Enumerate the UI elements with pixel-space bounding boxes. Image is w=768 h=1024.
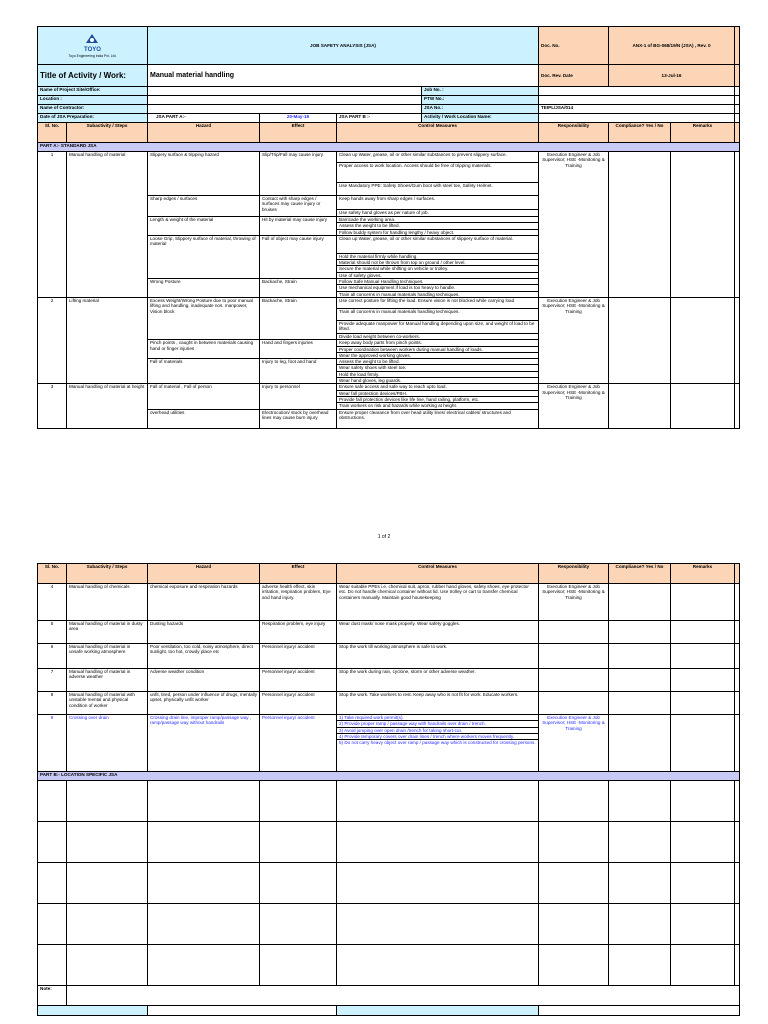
compliance[interactable]	[609, 669, 671, 692]
filler	[735, 644, 740, 669]
part-b-empty-row	[38, 863, 740, 904]
filler	[735, 904, 740, 945]
effect: Backache, Strain	[260, 297, 337, 339]
responsibility	[539, 669, 609, 692]
cell[interactable]	[539, 904, 609, 945]
company-logo	[69, 33, 117, 57]
control-measure: Use of safety gloves.	[337, 272, 539, 278]
project-site-value[interactable]	[148, 87, 422, 96]
effect: Fall of object may cause injury	[260, 235, 337, 278]
compliance[interactable]	[609, 384, 671, 428]
control-measure: Clean up Water, grease, oil or other similar substances to prevent slippery surface.	[337, 152, 539, 163]
responsibility: Execution Engineer & Job Supervisor; HSE -Monitoring & Training	[539, 384, 609, 428]
jsa-no-value: TEIPL/JSA/014	[539, 105, 735, 114]
control-measure: Stop the work during rain, cyclone, storm or other adverse weather.	[339, 669, 476, 674]
table-row	[38, 644, 740, 669]
responsibility	[539, 644, 609, 669]
cell[interactable]	[260, 904, 337, 945]
cell[interactable]	[671, 781, 735, 822]
hazard: Dusting hazards	[148, 621, 260, 644]
remarks[interactable]	[671, 715, 735, 772]
filler	[735, 621, 740, 644]
hazard: Crossing drain line, improper ramp/passage way , ramp/passage way without handrails	[148, 715, 260, 772]
cell[interactable]	[67, 781, 148, 822]
contractor-label: Name of Contractor:	[38, 105, 148, 114]
filler	[735, 692, 740, 715]
cell[interactable]	[260, 781, 337, 822]
control-measures	[337, 715, 539, 772]
control-measures	[337, 669, 539, 692]
control-measure: Use correct posture for lifting the load. Ensure vision is not blocked while carrying load	[337, 297, 539, 308]
location-value[interactable]	[148, 96, 422, 105]
table-row	[38, 621, 740, 644]
location-label: Location :	[38, 96, 148, 105]
remarks[interactable]	[671, 584, 735, 621]
control-measure: Train all concerns in manual materials handling techniques.	[337, 291, 539, 297]
filler	[735, 87, 740, 96]
cell[interactable]	[38, 945, 67, 986]
doc-rev-date-value: 13-Jul-16	[609, 65, 735, 87]
filler	[735, 96, 740, 105]
col-hazard: Hazard	[148, 564, 260, 584]
col-hazard: Hazard	[148, 123, 260, 143]
effect: Respiration problem, eye injury	[260, 621, 337, 644]
filler	[735, 114, 740, 123]
control-measure: Provide adequate manpower for Manual handling depending upon size, and weight of load to be lifted.	[337, 320, 539, 333]
remarks[interactable]	[671, 692, 735, 715]
subactivity: Manual handling of material in dusty area	[67, 621, 148, 644]
effect: Injury to personnel	[260, 384, 337, 409]
table-row	[38, 715, 740, 772]
hazard: Fall of materials	[148, 359, 260, 384]
col-effect: Effect	[260, 564, 337, 584]
hazard: Excess Weight/Wrong Posture due to poor manual lifting and handling, inadequate nos. manpower, Vision block	[148, 297, 260, 339]
sl-no: 8	[38, 692, 67, 715]
cell[interactable]	[67, 822, 148, 863]
col-step: Subactivity / Steps	[67, 564, 148, 584]
compliance[interactable]	[609, 297, 671, 383]
compliance[interactable]	[609, 644, 671, 669]
control-measure: Ensure safe access and safe way to reach upto load.	[337, 384, 539, 390]
col-compliance: Compliance? Yes / No	[609, 123, 671, 143]
hazard: Adverse weather condition	[148, 669, 260, 692]
control-measure: 4) Provide temporary covers over drain lines / trench where workers moves frequently.	[337, 733, 538, 739]
compliance[interactable]	[609, 715, 671, 772]
hazard: Fall of material , Fall of person	[148, 384, 260, 409]
control-measure: Follow buddy system for handling lengthy / heavy object.	[337, 229, 539, 235]
col-effect: Effect	[260, 123, 337, 143]
compliance[interactable]	[609, 692, 671, 715]
cell[interactable]	[38, 863, 67, 904]
control-measure: Follow Safe Manual Handling techniques.	[337, 279, 539, 285]
control-measure: Barricade the working area.	[337, 217, 539, 223]
effect: Hand and fingers injuries	[260, 340, 337, 359]
cell[interactable]	[609, 863, 671, 904]
control-measure: Clean up Water, grease, oil or other similar substances of slippery surface of material.	[337, 235, 539, 253]
cell[interactable]	[67, 945, 148, 986]
page-number: 1 of 2	[377, 534, 391, 540]
project-site-label: Name of Project Site/Office:	[38, 87, 148, 96]
filler	[735, 564, 740, 584]
col-step: Subactivity / Steps	[67, 123, 148, 143]
effect: Slip/Trip/Fall may cause injury	[260, 152, 337, 196]
control-measure: Keep hands away from sharp edges / surfaces.	[337, 196, 539, 210]
cell[interactable]	[67, 863, 148, 904]
doc-no-value: ANX-1 of BG-068/19/N (JSA) , Rev. 0	[609, 27, 735, 65]
remarks[interactable]	[671, 644, 735, 669]
part-b-empty-row	[38, 904, 740, 945]
control-measures	[337, 692, 539, 715]
sign-cell-2	[148, 1006, 337, 1016]
hazard: Poor ventilation, too cold, noisy atmosphere, direct sunlight, too hot, crowdy place etc	[148, 644, 260, 669]
control-measures	[337, 584, 539, 621]
subactivity: Manual handling of material	[67, 152, 148, 298]
cell[interactable]	[337, 863, 539, 904]
table-row	[38, 584, 740, 621]
ptw-no-label: PTW No.:	[422, 96, 539, 105]
sign-cell-4	[539, 1006, 740, 1016]
responsibility	[539, 692, 609, 715]
effect: Injury to leg, foot and hand	[260, 359, 337, 384]
control-measure: Use Mandatory PPE: Safety Shoes/Gum boot with steel toe, Safety Helmet.	[337, 183, 539, 196]
table-row	[38, 692, 740, 715]
doc-rev-date-label: Doc. Rev. Date	[539, 65, 609, 87]
effect: Electrocution/ stuck by overhead lines may cause burn injury	[260, 409, 337, 428]
sl-no: 9	[38, 715, 67, 772]
hazard: Sharp edges / surfaces	[148, 196, 260, 217]
effect: Hit by material may cause injury	[260, 217, 337, 236]
company-logo-cell	[38, 27, 148, 65]
remarks[interactable]	[671, 297, 735, 383]
filler	[735, 945, 740, 986]
jsa-sheet-page-2	[37, 563, 740, 1016]
cell[interactable]	[337, 822, 539, 863]
filler	[735, 65, 740, 87]
control-measure: Keep away body parts from pinch points.	[337, 340, 539, 346]
control-measure: 3) Avoid jumping over open drain /trench for taking short-cut.	[337, 727, 538, 733]
contractor-value[interactable]	[148, 105, 422, 114]
filler	[735, 822, 740, 863]
effect: Personnel injury/ accident	[260, 692, 337, 715]
cell[interactable]	[539, 822, 609, 863]
cell[interactable]	[148, 904, 260, 945]
table-row	[38, 384, 740, 390]
col-sl: Sl. No.	[38, 123, 67, 143]
subactivity: Manual handling of material in unsafe working atmosphere	[67, 644, 148, 669]
toyo-logo-icon	[85, 33, 99, 45]
cell[interactable]	[671, 945, 735, 986]
responsibility	[539, 621, 609, 644]
col-compliance: Compliance? Yes / No	[609, 564, 671, 584]
control-measure: Wear suitable PPEs i.e. chemical suit, apron, rubber hand gloves, safety shoes, eye protector etc. Do not handle chemical container without lid. Use trolley or cart to transfer chemical containers manually. Maintain good housekeeping	[339, 584, 529, 600]
table-row	[38, 669, 740, 692]
control-measure: 5) Do not carry heavy object over ramp / passage way which is constructed for crossing persons.	[337, 739, 538, 745]
control-measure: Stop the work till working atmosphere is safe to work.	[339, 644, 448, 649]
jsa-no-label: JSA No.:	[422, 105, 539, 114]
control-measure: 1) Take required work permit(s).	[339, 715, 404, 720]
filler	[735, 27, 740, 65]
compliance[interactable]	[609, 621, 671, 644]
filler	[735, 152, 740, 298]
sign-cell-1	[38, 1006, 148, 1016]
part-b-empty-row	[38, 781, 740, 822]
cell[interactable]	[148, 822, 260, 863]
column-header-row-2	[38, 564, 740, 584]
part-b-empty-row	[38, 822, 740, 863]
date-label: Date of JSA Preparation:	[38, 114, 148, 123]
hazard: Loose Grip, Slippery surface of material, throwing of material	[148, 235, 260, 278]
subactivity: Manual handling of material with unstable mental and physical condition of worker	[67, 692, 148, 715]
filler	[735, 584, 740, 621]
effect: Personnel injury/ accident	[260, 669, 337, 692]
subactivity: Manual handling of material at height	[67, 384, 148, 428]
work-location-value[interactable]	[539, 114, 735, 123]
subactivity: Manual handling of material in adverse weather	[67, 669, 148, 692]
remarks[interactable]	[671, 621, 735, 644]
cell[interactable]	[148, 945, 260, 986]
subactivity: Crossing over drain	[67, 715, 148, 772]
sl-no: 1	[38, 152, 67, 298]
sl-no: 2	[38, 297, 67, 383]
hazard: Length & weight of the material	[148, 217, 260, 236]
sl-no: 5	[38, 621, 67, 644]
cell[interactable]	[260, 863, 337, 904]
control-measure: Stop the work. Take workers to rest. Keep away who is not fit for work. Educate workers.	[339, 692, 519, 697]
control-measure: Ensure proper clearance from over head utility lines/ electrical cables/ structures and obstructions.	[337, 409, 539, 428]
effect: Personnel injury/ accident	[260, 644, 337, 669]
part-b-title: PART B:- LOCATION SPECIFIC JSA	[38, 772, 740, 781]
control-measure: Train all concerns in manual materials handling techniques.	[337, 308, 539, 320]
column-header-row	[38, 123, 740, 143]
cell[interactable]	[260, 945, 337, 986]
responsibility: Execution Engineer & Job Supervisor; HSE -Monitoring & Training	[539, 715, 609, 772]
cell[interactable]	[539, 781, 609, 822]
control-measure: Wear fall protection devices/FBH.	[337, 390, 539, 396]
compliance[interactable]	[609, 152, 671, 298]
col-remarks: Remarks	[671, 123, 735, 143]
effect: adverse health effect, skin irritation, respiration problem, Eye and hand injury.	[260, 584, 337, 621]
work-location-label: Activity / Work Location Name:	[422, 114, 539, 123]
sign-cell-3	[337, 1006, 539, 1016]
table-row	[38, 152, 740, 163]
control-measures	[337, 621, 539, 644]
remarks[interactable]	[671, 152, 735, 298]
control-measure: Secure the material while shifting on vehicle or trolley.	[337, 266, 539, 272]
control-measure: 2) Provide proper ramp / passage way with handrails over drain / trench.	[337, 720, 538, 726]
filler	[735, 123, 740, 143]
ptw-no-value[interactable]	[539, 96, 735, 105]
control-measure: Material should not be thrown from top on ground / other level.	[337, 260, 539, 266]
hazard: Slippery surface & tripping hazard	[148, 152, 260, 196]
control-measure: Assess the weight to be lifted.	[337, 359, 539, 365]
cell[interactable]	[337, 904, 539, 945]
control-measure: Proper access to work location. Access should be free of tripping materials.	[337, 163, 539, 183]
cell[interactable]	[38, 822, 67, 863]
hazard: chemical exposure and respiration hazards	[148, 584, 260, 621]
control-measure: Wear dust mask/ nose mask properly. Wear safety goggles.	[339, 621, 461, 626]
control-measure: Use safety hand gloves as per nature of job.	[337, 210, 539, 217]
control-measure: Hold the material firmly while handling.	[337, 253, 539, 259]
col-responsibility: Responsibility	[539, 123, 609, 143]
cell[interactable]	[38, 904, 67, 945]
hazard: unfit, tired, person under influence of drugs, mentally upset, physically unfit worker	[148, 692, 260, 715]
effect: Backache, Strain	[260, 279, 337, 298]
control-measure: Divide load weight between co-workers.	[337, 333, 539, 339]
logo-text: TOYO	[84, 46, 101, 53]
responsibility: Execution Engineer & Job Supervisor; HSE -Monitoring & Training	[539, 297, 609, 383]
sl-no: 6	[38, 644, 67, 669]
cell[interactable]	[38, 781, 67, 822]
cell[interactable]	[148, 863, 260, 904]
control-measure: Hold the load firmly.	[337, 371, 539, 377]
part-b-label: JSA PART B :-	[337, 114, 422, 123]
part-b-empty-row	[38, 945, 740, 986]
table-row	[38, 297, 740, 308]
control-measure: Wear safety shoes with steel toe.	[337, 365, 539, 371]
part-a-date: 20-May-19	[260, 114, 337, 123]
col-responsibility: Responsibility	[539, 564, 609, 584]
hazard: Pinch points , caught in between materials causing hand or finger injuries	[148, 340, 260, 359]
cell[interactable]	[539, 863, 609, 904]
cell[interactable]	[260, 822, 337, 863]
sl-no: 7	[38, 669, 67, 692]
compliance[interactable]	[609, 584, 671, 621]
sl-no: 3	[38, 384, 67, 428]
control-measure: Use mechanical equipment if load is too heavy to handle.	[337, 285, 539, 291]
subactivity: Manual handling of chemicals	[67, 584, 148, 621]
cell[interactable]	[337, 945, 539, 986]
control-measure: Wear hand gloves, leg guards.	[337, 378, 539, 384]
note-label: Note:	[38, 986, 67, 1006]
effect: Personnel injury/ accident	[260, 715, 337, 772]
control-measure: Provide fall protection devices like life line, hand railing, platform, etc.	[337, 396, 539, 402]
cell[interactable]	[671, 863, 735, 904]
filler	[735, 781, 740, 822]
activity-value: Manual material handling	[148, 65, 539, 87]
document-title: JOB SAFETY ANALYSIS (JSA)	[148, 27, 539, 65]
cell[interactable]	[671, 904, 735, 945]
responsibility: Execution Engineer & Job Supervisor; HSE -Monitoring & Training	[539, 584, 609, 621]
remarks[interactable]	[671, 384, 735, 428]
filler	[735, 384, 740, 428]
filler	[735, 715, 740, 772]
job-no-label: Job No. :	[422, 87, 539, 96]
effect: Contact with sharp edges / surfaces may cause injury or bruises	[260, 196, 337, 217]
control-measures	[337, 644, 539, 669]
filler	[735, 669, 740, 692]
hazard: overhead utilities	[148, 409, 260, 428]
control-measure: Train workers on risk and hazards while working at height.	[337, 403, 539, 409]
col-sl: Sl. No.	[38, 564, 67, 584]
col-controls: Control Measures	[337, 564, 539, 584]
cell[interactable]	[609, 822, 671, 863]
filler	[735, 297, 740, 383]
col-remarks: Remarks	[671, 564, 735, 584]
part-a-title: PART A:- STANDARD JSA	[38, 143, 740, 152]
remarks[interactable]	[671, 669, 735, 692]
jsa-sheet-page-1	[37, 26, 740, 429]
cell[interactable]	[671, 822, 735, 863]
responsibility: Execution Engineer & Job Supervisor; HSE -Monitoring & Training	[539, 152, 609, 298]
control-measure: Wear the approved working gloves.	[337, 352, 539, 358]
cell[interactable]	[609, 945, 671, 986]
cell[interactable]	[148, 781, 260, 822]
cell[interactable]	[609, 781, 671, 822]
filler	[735, 105, 740, 114]
part-a-label: JSA PART A:-	[148, 114, 260, 123]
company-name: Toyo Engineering India Pvt. Ltd.	[68, 53, 117, 58]
note-value[interactable]	[67, 986, 740, 1006]
cell[interactable]	[539, 945, 609, 986]
filler	[735, 863, 740, 904]
cell[interactable]	[337, 781, 539, 822]
cell[interactable]	[609, 904, 671, 945]
control-measure: Assess the weight to be lifted.	[337, 223, 539, 229]
activity-label: Title of Activity / Work:	[38, 65, 148, 87]
col-controls: Control Measures	[337, 123, 539, 143]
hazard: Wrong Posture	[148, 279, 260, 298]
sl-no: 4	[38, 584, 67, 621]
control-measure: Proper coordination between workers during manual handling of loads.	[337, 346, 539, 352]
doc-no-label: Doc. No.	[539, 27, 609, 65]
job-no-value[interactable]	[539, 87, 735, 96]
cell[interactable]	[67, 904, 148, 945]
subactivity: Lifting material	[67, 297, 148, 383]
